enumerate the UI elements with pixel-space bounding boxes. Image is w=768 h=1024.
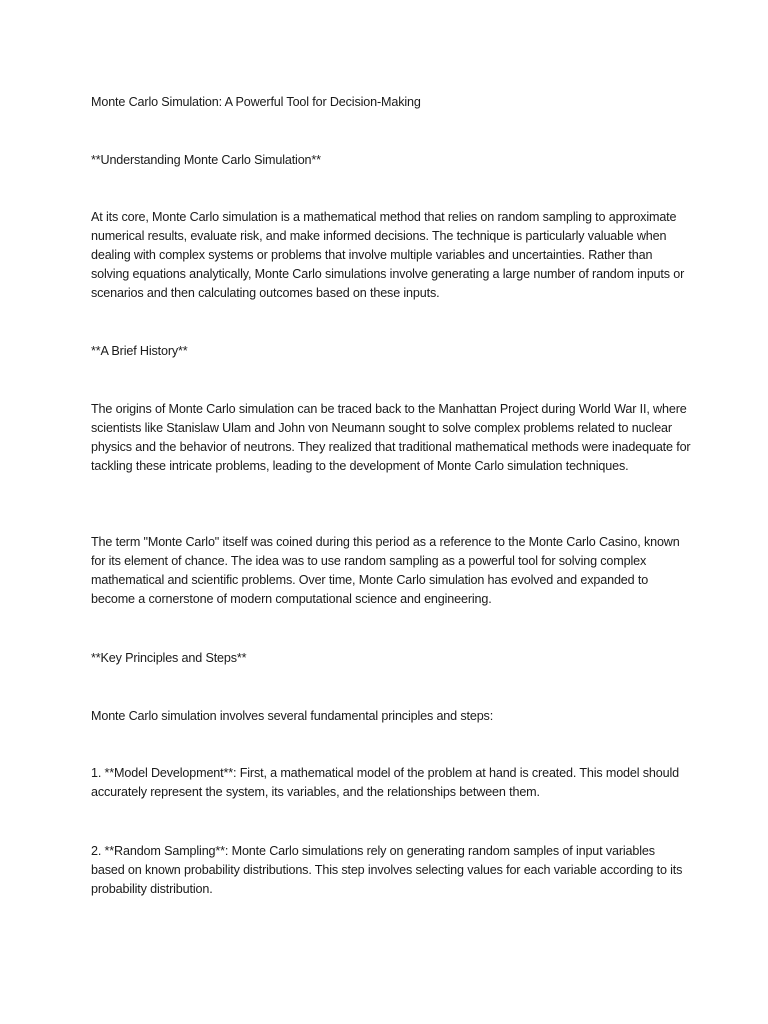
heading-history: **A Brief History** bbox=[91, 344, 188, 358]
paragraph-history-2: The term "Monte Carlo" itself was coined during this period as a reference to the Monte Carlo Casino, known for its element of chance. The idea was to use random sampling as a powerful tool for solving complex mathematical and scientific problems. Over time, Monte Carlo simulation has evolved and expanded to become a cornerstone of modern computational science and engineering. bbox=[91, 535, 680, 606]
paragraph-principles-intro: Monte Carlo simulation involves several fundamental principles and steps: bbox=[91, 709, 494, 723]
list-item-step-1: 1. **Model Development**: First, a mathematical model of the problem at hand is created. This model should accurately represent the system, its variables, and the relationships between them. bbox=[91, 766, 679, 799]
heading-understanding: **Understanding Monte Carlo Simulation** bbox=[91, 153, 321, 167]
heading-principles: **Key Principles and Steps** bbox=[91, 651, 247, 665]
paragraph-history-1: The origins of Monte Carlo simulation can be traced back to the Manhattan Project during World War II, where scientists like Stanislaw Ulam and John von Neumann sought to solve complex problems related to nuclear physics and the behavior of neutrons. They realized that traditional mathematical methods were inadequate for tackling these intricate problems, leading to the development of Monte Carlo simulation techniques. bbox=[91, 402, 691, 473]
document-title: Monte Carlo Simulation: A Powerful Tool for Decision-Making bbox=[91, 95, 421, 109]
paragraph-understanding: At its core, Monte Carlo simulation is a mathematical method that relies on random sampling to approximate numerical results, evaluate risk, and make informed decisions. The technique is particularly valuable when dealing with complex systems or problems that involve multiple variables and uncertainties. Rather than solving equations analytically, Monte Carlo simulations involve generating a large number of random inputs or scenarios and then calculating outcomes based on these inputs. bbox=[91, 210, 685, 300]
list-item-step-2: 2. **Random Sampling**: Monte Carlo simulations rely on generating random samples of input variables based on known probability distributions. This step involves selecting values for each variable according to its probability distribution. bbox=[91, 844, 683, 896]
